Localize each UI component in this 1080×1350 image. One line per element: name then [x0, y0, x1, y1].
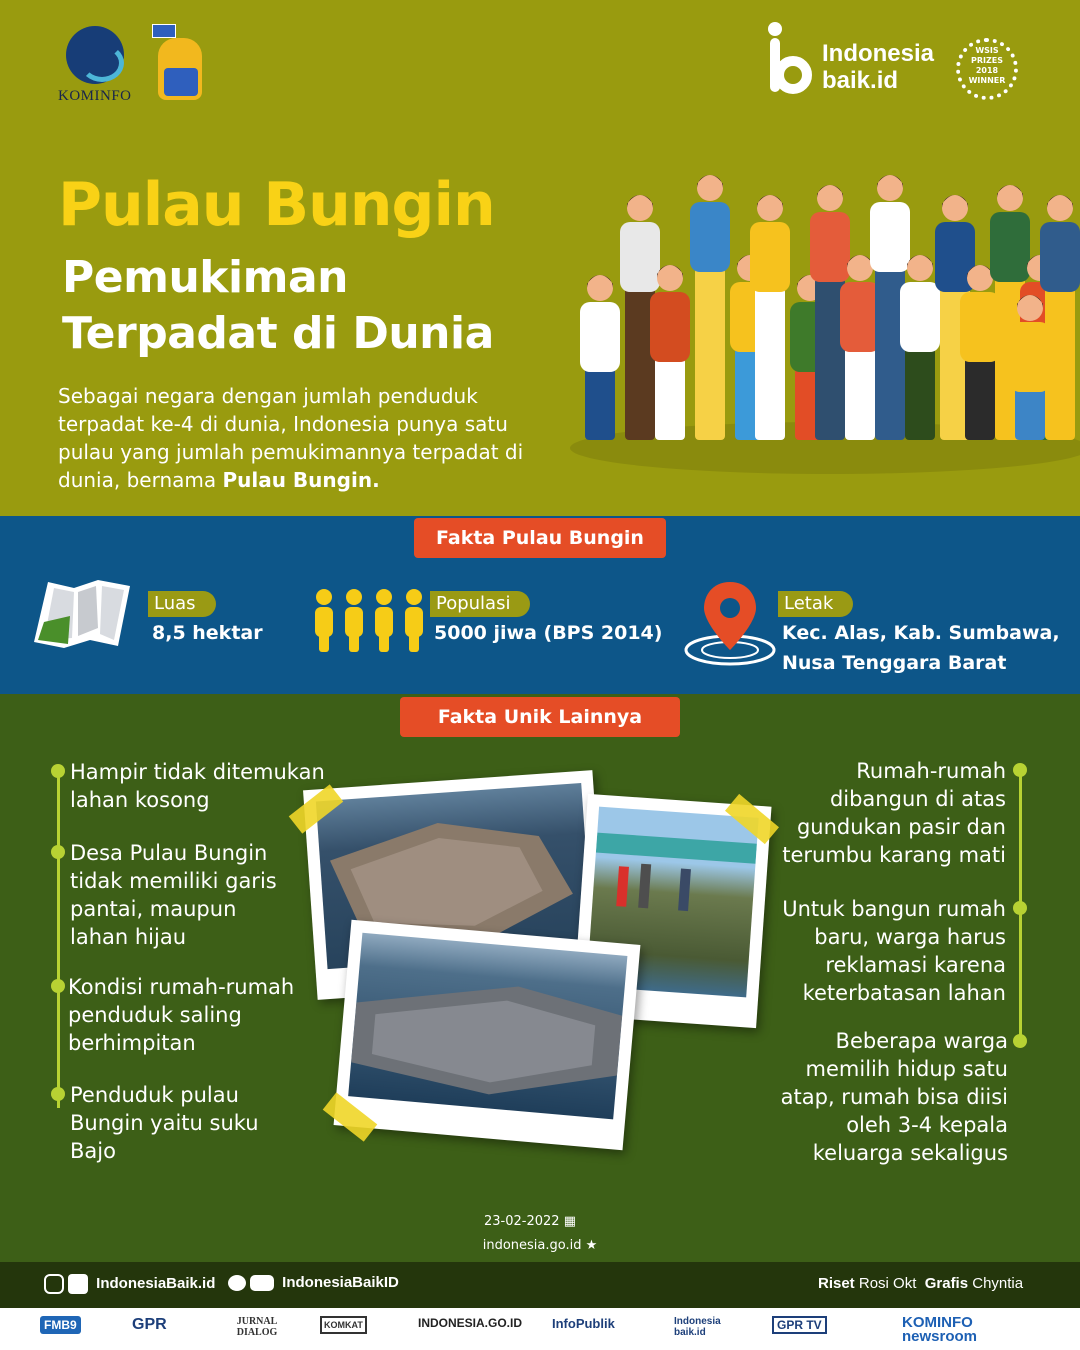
partner-logo-fmb9[interactable]: FMB9: [40, 1316, 81, 1334]
twitter-icon[interactable]: [228, 1275, 246, 1291]
crowd-person: [750, 195, 790, 440]
credits: Riset Rosi Okt Grafis Chyntia: [818, 1275, 1024, 1292]
crowd-illustration: [560, 148, 1080, 478]
facebook-icon[interactable]: [68, 1274, 88, 1294]
timeline-dot: [1013, 901, 1027, 915]
page-title: Pulau Bungin: [58, 170, 495, 240]
aerial-photo-2-image: [348, 933, 627, 1120]
intro-paragraph: Sebagai negara dengan jumlah penduduk terpadat ke-4 di dunia, Indonesia punya satu pulau yang jumlah pemukimannya terpadat di dunia, bernama Pulau Bungin.: [58, 384, 524, 492]
partner-logo-gpr[interactable]: GPR: [132, 1316, 167, 1333]
indonesiabaik-wordmark: Indonesia baik.id: [822, 40, 935, 94]
publish-date: 23-02-2022 ▦: [484, 1214, 576, 1229]
location-label: Letak: [778, 591, 853, 617]
location-value: Kec. Alas, Kab. Sumbawa, Nusa Tenggara Barat: [782, 622, 1060, 674]
area-value: 8,5 hektar: [152, 622, 263, 644]
left-timeline-line: [57, 772, 60, 1108]
timeline-dot: [51, 1087, 65, 1101]
map-icon: [34, 578, 134, 652]
youtube-icon[interactable]: [250, 1275, 274, 1291]
social-handles-2: [228, 1274, 399, 1291]
garuda-icon: ★: [585, 1238, 598, 1253]
partner-logo-jurnal-dialog[interactable]: JURNAL DIALOG: [236, 1316, 278, 1338]
kominfo-label: KOMINFO: [58, 88, 132, 104]
unique-fact-left-3: Kondisi rumah-rumah penduduk saling berhimpitan: [68, 975, 295, 1055]
wsis-award-text: WSIS PRIZES 2018 WINNER: [968, 46, 1006, 85]
unique-fact-left-2: Desa Pulau Bungin tidak memiliki garis pantai, maupun lahan hijau: [70, 841, 277, 949]
instagram-icon[interactable]: [44, 1274, 64, 1294]
aerial-photo-2: [334, 920, 641, 1150]
crowd-person: [1040, 195, 1080, 440]
crowd-person: [580, 275, 620, 440]
area-label: Luas: [148, 591, 216, 617]
facts-heading: Fakta Pulau Bungin: [414, 518, 666, 558]
unique-fact-right-1: Rumah-rumah dibangun di atas gundukan pasir dan terumbu karang mati: [782, 759, 1006, 867]
kominfo-emblem-icon: [66, 26, 124, 84]
page-subtitle: Pemukiman Terpadat di Dunia: [62, 252, 494, 359]
unique-facts-heading: Fakta Unik Lainnya: [400, 697, 680, 737]
timeline-dot: [51, 764, 65, 778]
unique-fact-left-1: Hampir tidak ditemukan lahan kosong: [70, 760, 325, 812]
population-icon: [312, 588, 428, 654]
population-label: Populasi: [430, 591, 530, 617]
crowd-person: [690, 175, 730, 440]
partner-logo-indonesia-go-id[interactable]: INDONESIA.GO.ID: [418, 1316, 523, 1330]
wsis-award-badge: [952, 36, 1024, 104]
unique-fact-left-4: Penduduk pulau Bungin yaitu suku Bajo: [70, 1083, 259, 1163]
crowd-person: [650, 265, 690, 440]
partner-logo-gpr-tv[interactable]: GPR TV: [772, 1316, 827, 1334]
calendar-icon: ▦: [563, 1214, 576, 1229]
unique-fact-right-2: Untuk bangun rumah baru, warga harus reklamasi karena keterbatasan lahan: [782, 897, 1006, 1005]
indonesiabaik-logo-icon: [768, 22, 828, 96]
tv-digital-mascot: [152, 24, 208, 104]
unique-fact-right-3: Beberapa warga memilih hidup satu atap, rumah bisa diisi oleh 3-4 kepala keluarga sekaligus: [780, 1029, 1008, 1165]
source-site: indonesia.go.id ★: [482, 1238, 598, 1253]
timeline-dot: [51, 845, 65, 859]
timeline-dot: [1013, 1034, 1027, 1048]
partner-logo-infopublik[interactable]: InfoPublik: [552, 1316, 615, 1331]
social-handle-link-1[interactable]: IndonesiaBaik.id: [96, 1274, 216, 1292]
timeline-dot: [51, 979, 65, 993]
social-handle-link-2[interactable]: IndonesiaBaikID: [282, 1274, 399, 1291]
location-pin-icon: [684, 578, 776, 666]
partner-logo-komkat[interactable]: KOMKAT: [320, 1316, 367, 1334]
partner-logo-indonesiabaik[interactable]: Indonesia baik.id: [674, 1316, 721, 1338]
timeline-dot: [1013, 763, 1027, 777]
crowd-person: [900, 255, 940, 440]
partner-logo-kominfo-newsroom[interactable]: KOMINFO newsroom: [902, 1314, 978, 1345]
population-value: 5000 jiwa (BPS 2014): [434, 622, 663, 644]
social-handles-1: [44, 1274, 215, 1294]
kominfo-logo: [58, 22, 138, 108]
crowd-person: [840, 255, 880, 440]
